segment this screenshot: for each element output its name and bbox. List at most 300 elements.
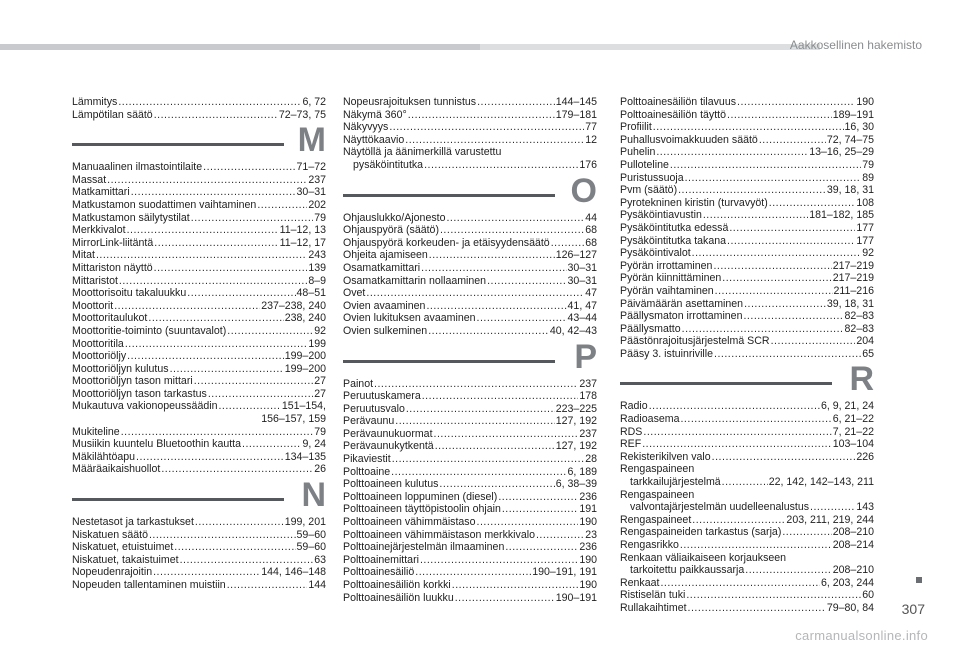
entry-pages: 203, 211, 219, 244	[786, 513, 874, 526]
entry-term: Moottoritila	[72, 337, 124, 350]
leader-dots	[502, 503, 578, 516]
entry-term: Näkymä 360°	[343, 108, 407, 121]
leader-dots	[653, 121, 844, 134]
entry-pages: 143	[856, 501, 874, 514]
entry-pages: 72, 74–75	[826, 133, 874, 146]
index-entry	[343, 403, 597, 416]
leader-dots	[257, 199, 307, 212]
leader-dots	[745, 564, 832, 577]
entry-pages: 13–16, 25–29	[809, 146, 874, 159]
entry-pages: 237	[308, 173, 326, 186]
entry-pages-continued: 156–157, 159	[261, 413, 326, 426]
entry-term: Mitat	[72, 249, 95, 262]
leader-dots	[389, 121, 584, 134]
leader-dots	[455, 592, 555, 605]
entry-term: Näkyvyys	[343, 121, 389, 134]
leader-dots	[680, 539, 832, 552]
entry-term: Rullakaihtimet	[620, 601, 687, 614]
entry-pages: 177	[856, 234, 874, 247]
index-entry	[343, 262, 597, 275]
entry-pages: 190–191	[555, 591, 597, 604]
entry-pages: 28	[585, 453, 597, 466]
index-entry	[72, 312, 326, 325]
index-entry	[72, 554, 326, 567]
entry-term: Lämpötilan säätö	[72, 108, 153, 121]
entry-term: Puristussuoja	[620, 171, 684, 184]
entry-pages: 178	[579, 390, 597, 403]
entry-term: Rengaspaineen	[620, 463, 695, 476]
index-entry	[620, 146, 874, 159]
leader-dots	[660, 577, 820, 590]
index-entry	[72, 400, 326, 425]
leader-dots	[434, 428, 579, 441]
leader-dots	[203, 161, 295, 174]
entry-term: Rengaspaineen	[620, 488, 695, 501]
entry-term: Nestetasot ja tarkastukset	[72, 516, 194, 529]
leader-dots	[153, 566, 260, 579]
leader-dots	[114, 300, 260, 313]
entry-term: Merkkivalot	[72, 224, 126, 237]
leader-dots	[227, 579, 308, 592]
entry-pages: 92	[862, 247, 874, 260]
entry-term: MirrorLink-liitäntä	[72, 236, 154, 249]
index-entry	[343, 390, 597, 403]
leader-dots	[759, 134, 826, 147]
entry-pages: 6, 203, 244	[820, 576, 874, 589]
index-entry	[620, 121, 874, 134]
entry-term: Nopeudenrajoitin	[72, 566, 153, 579]
entry-term: Ohjauspyörä korkeuden- ja etäisyydensäätö	[343, 236, 550, 249]
entry-pages: 8–9	[308, 274, 326, 287]
index-column-3	[620, 96, 874, 615]
leader-dots	[722, 476, 768, 489]
entry-term: Perävaunukuormat	[343, 427, 433, 440]
index-entry	[343, 440, 597, 453]
entry-pages: 22, 142, 142–143, 211	[768, 476, 874, 489]
entry-pages: 190	[579, 579, 597, 591]
entry-term: Painot	[343, 377, 374, 390]
entry-term: Polttoainesäiliön tilavuus	[620, 96, 737, 108]
entry-pages: 190	[579, 516, 597, 529]
leader-dots	[426, 300, 566, 313]
leader-dots	[712, 451, 856, 464]
index-entry	[72, 109, 326, 122]
index-entry	[343, 503, 597, 516]
leader-dots	[154, 109, 278, 122]
leader-dots	[125, 338, 308, 351]
entry-pages: 7, 21–22	[832, 425, 874, 438]
index-entry	[343, 554, 597, 567]
index-entry	[72, 212, 326, 225]
leader-dots	[642, 438, 832, 451]
entry-term: Näyttökaavio	[343, 133, 405, 146]
leader-dots	[149, 529, 296, 542]
leader-dots	[395, 415, 555, 428]
index-entry	[72, 566, 326, 579]
index-column-2	[343, 96, 597, 604]
leader-dots	[686, 589, 861, 602]
leader-dots	[421, 262, 566, 275]
entry-pages: 243	[308, 249, 326, 262]
page-header: Aakkosellinen hakemisto	[789, 38, 922, 52]
entry-term: Puhelin	[620, 146, 656, 159]
entry-pages: 199, 201	[284, 516, 326, 529]
leader-dots	[408, 109, 555, 122]
entry-term: Lämmitys	[72, 96, 118, 108]
index-entry	[72, 325, 326, 338]
leader-dots	[643, 426, 831, 439]
index-entry	[343, 249, 597, 262]
entry-term: Pysäköintitutka takana	[620, 234, 726, 247]
index-entry	[620, 438, 874, 451]
index-entry	[620, 539, 874, 552]
index-entry	[343, 237, 597, 250]
entry-pages: 237	[579, 377, 597, 390]
entry-term: Pyörän kiinnittäminen	[620, 272, 722, 285]
entry-term: Mukiteline	[72, 425, 120, 438]
entry-pages: 189–191	[832, 108, 874, 121]
entry-term: Niskatuet, etuistuimet	[72, 541, 174, 554]
entry-pages: 103–104	[832, 438, 874, 451]
index-entry	[72, 426, 326, 439]
index-entry	[343, 300, 597, 313]
entry-pages: 65	[862, 347, 874, 360]
entry-term: Polttoainesäiliön luukku	[343, 591, 454, 604]
entry-term: Ovet	[343, 287, 366, 300]
index-entry	[343, 121, 597, 134]
divider-line	[343, 360, 555, 363]
entry-pages: 179–181	[555, 108, 597, 121]
section-divider	[72, 123, 326, 159]
leader-dots	[440, 224, 584, 237]
entry-term: Rengaspaineiden tarkastus (sarja)	[620, 526, 782, 539]
entry-term: Pulloteline	[620, 158, 669, 171]
index-entry	[72, 516, 326, 529]
index-entry	[72, 287, 326, 300]
entry-pages: 68	[585, 236, 597, 249]
entry-term: Radioasema	[620, 413, 680, 426]
index-entry	[343, 579, 597, 592]
entry-pages: 199	[308, 337, 326, 350]
entry-pages: 11–12, 17	[279, 236, 326, 249]
entry-pages: 72–73, 75	[278, 108, 326, 121]
index-entry	[72, 300, 326, 313]
entry-pages: 40, 42–43	[549, 324, 597, 337]
entry-term: Musiikin kuuntelu Bluetoothin kautta	[72, 438, 242, 451]
entry-pages: 237–238, 240	[261, 299, 326, 312]
entry-pages: 48–51	[296, 287, 326, 300]
index-entry	[620, 451, 874, 464]
entry-term: Polttoaineen kulutus	[343, 478, 439, 491]
leader-dots	[194, 375, 314, 388]
entry-continuation	[343, 159, 597, 172]
leader-dots	[154, 262, 308, 275]
index-entry	[72, 275, 326, 288]
entry-pages: 223–225	[555, 402, 597, 415]
section-divider	[343, 337, 597, 376]
index-entry	[343, 96, 597, 109]
entry-pages: 236	[579, 490, 597, 503]
index-entry	[620, 222, 874, 235]
entry-subterm: tarkkailujärjestelmä	[630, 476, 721, 489]
index-entry	[620, 577, 874, 590]
index-entry	[72, 579, 326, 592]
entry-term: Moottoriöljy	[72, 350, 127, 363]
leader-dots	[715, 285, 833, 298]
leader-dots	[477, 312, 567, 325]
index-entry	[72, 262, 326, 275]
entry-pages: 39, 18, 31	[826, 297, 874, 310]
index-entry	[343, 529, 597, 542]
entry-pages: 43–44	[567, 312, 597, 325]
header-bar-light	[480, 44, 820, 50]
leader-dots	[422, 390, 579, 403]
entry-term: Polttoaineen vähimmäistaso	[343, 516, 476, 529]
index-entry	[620, 159, 874, 172]
entry-pages: 44	[585, 211, 597, 224]
entry-pages: 6, 38–39	[555, 478, 597, 491]
index-entry	[343, 325, 597, 338]
entry-term: Renkaat	[620, 576, 660, 589]
entry-term: Niskatuet, takaistuimet	[72, 553, 179, 566]
index-entry	[343, 212, 597, 225]
entry-term: Ristiselän tuki	[620, 589, 686, 602]
entry-term: Rengasrikko	[620, 539, 679, 551]
entry-pages: 92	[314, 324, 326, 337]
entry-term: Pysäköintitutka edessä	[620, 221, 729, 234]
leader-dots	[680, 413, 831, 426]
entry-term: Ovien lukituksen avaaminen	[343, 312, 476, 325]
leader-dots	[536, 529, 584, 542]
index-entry	[620, 235, 874, 248]
leader-dots	[392, 453, 585, 466]
leader-dots	[227, 325, 313, 338]
entry-pages: 217–219	[832, 272, 874, 285]
entry-pages: 208–210	[832, 564, 874, 577]
entry-term: Matkustamon suodattimen vaihtaminen	[72, 198, 257, 211]
leader-dots	[195, 516, 284, 529]
index-entry	[620, 96, 874, 109]
leader-dots	[148, 312, 283, 325]
index-entry	[72, 237, 326, 250]
leader-dots	[170, 363, 284, 376]
entry-pages: 79	[314, 211, 326, 224]
leader-dots	[703, 209, 808, 222]
entry-term: Perävaunukytkentä	[343, 440, 434, 453]
leader-dots	[420, 554, 578, 567]
leader-dots	[424, 159, 578, 172]
entry-pages: 68	[585, 224, 597, 237]
entry-pages: 39, 18, 31	[826, 184, 874, 197]
entry-term: Polttoaineen vähimmäistason merkkivalo	[343, 528, 535, 541]
entry-term: Pikaviestit	[343, 453, 391, 466]
entry-term: Ohjeita ajamiseen	[343, 249, 428, 262]
leader-dots	[498, 491, 578, 504]
entry-pages: 211–216	[833, 284, 874, 297]
entry-pages: 23	[585, 528, 597, 541]
index-entry	[343, 516, 597, 529]
entry-term: Mukautuva vakionopeussäädin	[72, 400, 218, 413]
leader-dots	[782, 526, 831, 539]
leader-dots	[729, 222, 855, 235]
index-entry	[343, 592, 597, 605]
index-entry	[620, 589, 874, 602]
index-entry	[620, 209, 874, 222]
entry-term: Mäkilähtöapu	[72, 450, 136, 463]
section-letter: R	[849, 360, 874, 399]
index-entry	[620, 172, 874, 185]
entry-subterm: valvontajärjestelmän uudelleenalustus	[630, 501, 810, 514]
entry-pages: 79–80, 84	[826, 601, 874, 614]
entry-term: Matkamittari	[72, 186, 130, 199]
index-entry	[72, 438, 326, 451]
entry-term: Pysäköintiavustin	[620, 209, 702, 222]
entry-term: Moottoriöljyn tason mittari	[72, 375, 193, 388]
entry-pages: 190	[579, 553, 597, 566]
leader-dots	[131, 186, 296, 199]
leader-dots	[127, 224, 279, 237]
entry-pages: 41, 47	[567, 299, 597, 312]
index-entry	[72, 388, 326, 401]
entry-pages: 9, 24	[302, 438, 326, 451]
entry-term: Rekisterikilven valo	[620, 450, 711, 463]
entry-pages: 199–200	[284, 362, 326, 375]
leader-dots	[405, 134, 584, 147]
entry-pages: 237	[579, 427, 597, 440]
entry-pages: 238, 240	[284, 312, 326, 325]
entry-term: RDS	[620, 425, 643, 438]
index-entry	[620, 426, 874, 439]
index-entry	[72, 161, 326, 174]
leader-dots	[649, 400, 820, 413]
leader-dots	[242, 438, 301, 451]
leader-dots	[391, 466, 566, 479]
entry-pages: 191	[579, 503, 597, 516]
index-entry	[72, 199, 326, 212]
entry-pages: 27	[314, 387, 326, 400]
entry-pages: 217–219	[832, 259, 874, 272]
entry-term: Pysäköintivalot	[620, 247, 691, 260]
index-entry	[620, 552, 874, 577]
leader-dots	[374, 378, 578, 391]
section-letter: O	[570, 171, 597, 210]
section-letter: N	[301, 476, 326, 515]
leader-dots	[435, 440, 555, 453]
leader-dots	[191, 212, 313, 225]
leader-dots	[446, 212, 584, 225]
index-entry	[620, 184, 874, 197]
section-letter: M	[297, 121, 326, 160]
leader-dots	[771, 335, 856, 348]
leader-dots	[118, 96, 301, 109]
entry-term: Pyörän irrottaminen	[620, 259, 713, 272]
index-entry	[343, 146, 597, 171]
entry-term: Niskatuen säätö	[72, 528, 148, 541]
entry-term: Moottoritaulukot	[72, 312, 148, 325]
entry-term: Osamatkamittari	[343, 261, 421, 274]
entry-pages: 108	[856, 196, 874, 209]
leader-dots	[810, 501, 855, 514]
index-entry	[343, 478, 597, 491]
entry-pages: 30–31	[567, 261, 597, 274]
entry-term: Manuaalinen ilmastointilaite	[72, 161, 203, 174]
leader-dots	[96, 249, 307, 262]
entry-pages: 177	[856, 221, 874, 234]
entry-continuation	[620, 564, 874, 577]
entry-term: Ohjauslukko/Ajonesto	[343, 211, 446, 224]
index-entry	[620, 348, 874, 361]
leader-dots	[505, 541, 578, 554]
leader-dots	[208, 388, 313, 401]
entry-term: Moottorit	[72, 299, 114, 312]
leader-dots	[487, 275, 566, 288]
entry-term: Mittaristot	[72, 274, 118, 287]
leader-dots	[136, 451, 284, 464]
entry-term: Matkustamon säilytystilat	[72, 211, 190, 224]
entry-pages: 176	[579, 158, 597, 171]
entry-term: Päivämäärän asettaminen	[620, 297, 744, 310]
entry-pages: 134–135	[284, 450, 326, 463]
entry-pages: 16, 30	[844, 121, 874, 134]
leader-dots	[737, 96, 855, 109]
leader-dots	[406, 403, 555, 416]
entry-term: Puhallusvoimakkuuden säätö	[620, 133, 758, 146]
index-entry	[343, 109, 597, 122]
page-number: 307	[901, 601, 925, 617]
index-entry	[72, 224, 326, 237]
entry-pages: 144, 146–148	[261, 566, 326, 579]
leader-dots	[551, 237, 585, 250]
leader-dots	[743, 310, 843, 323]
leader-dots	[769, 197, 856, 210]
entry-term: Peruutuskamera	[343, 390, 421, 403]
entry-pages: 190–191, 191	[532, 566, 597, 579]
entry-pages: 27	[314, 375, 326, 388]
leader-dots	[174, 541, 295, 554]
entry-pages: 6, 21–22	[832, 413, 874, 426]
entry-term: Radio	[620, 400, 648, 413]
leader-dots	[670, 159, 861, 172]
index-entry	[72, 350, 326, 363]
leader-dots	[692, 247, 862, 260]
entry-pages: 151–154,	[281, 400, 326, 413]
entry-term: Osamatkamittarin nollaaminen	[343, 274, 487, 287]
index-column-1	[72, 96, 326, 592]
entry-term: Ohjauspyörä (säätö)	[343, 224, 439, 237]
leader-dots	[477, 96, 555, 109]
entry-subterm: pysäköintitutka	[353, 158, 424, 171]
leader-dots	[714, 348, 861, 361]
entry-term: Moottoritie-toiminto (suuntavalot)	[72, 324, 227, 337]
entry-pages: 59–60	[296, 541, 326, 554]
index-entry	[343, 378, 597, 391]
entry-pages: 6, 72	[302, 96, 326, 108]
entry-pages: 144	[308, 579, 326, 591]
entry-pages: 60	[862, 589, 874, 602]
index-entry	[620, 197, 874, 210]
index-entry	[620, 109, 874, 122]
entry-pages: 126–127	[555, 249, 597, 262]
entry-pages: 79	[862, 158, 874, 171]
bullet-square	[916, 577, 922, 583]
entry-term: Näytöllä ja äänimerkillä varustettu	[343, 146, 502, 159]
entry-term: Profiilit	[620, 121, 652, 134]
entry-term: Pääsy 3. istuinriville	[620, 347, 714, 360]
entry-term: Nopeusrajoituksen tunnistus	[343, 96, 477, 108]
watermark: carmanualsonline.info	[795, 628, 928, 643]
entry-term: Polttoaineen täyttöpistoolin ohjain	[343, 503, 501, 516]
leader-dots	[187, 287, 295, 300]
